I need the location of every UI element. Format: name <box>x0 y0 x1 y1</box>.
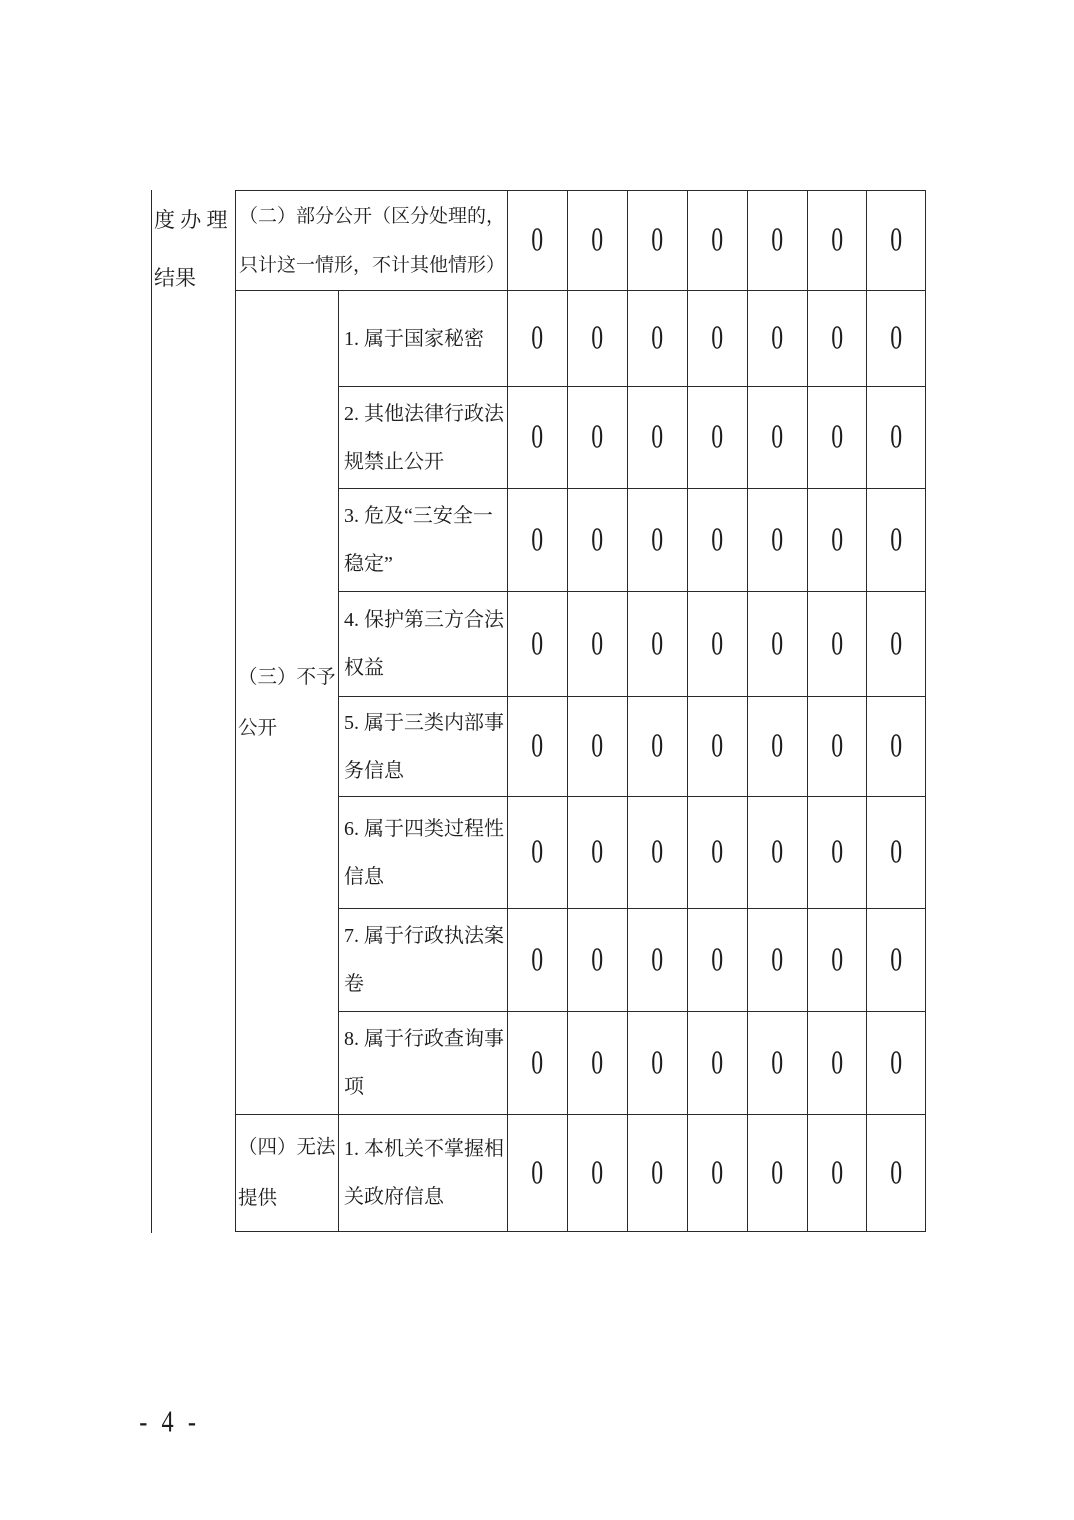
value-cell: 0 <box>628 291 688 387</box>
label-line: 卷 <box>344 973 364 995</box>
table-row <box>236 191 926 291</box>
label-line: 权益 <box>344 657 384 679</box>
label-line: 1. 属于国家秘密 <box>344 327 484 350</box>
value-cell: 0 <box>628 191 688 291</box>
label-line: （二）部分公开（区分处理的， <box>239 205 506 227</box>
label-line: 关政府信息 <box>344 1186 444 1208</box>
value-cell: 0 <box>808 592 867 697</box>
value-cell: 0 <box>748 797 808 909</box>
value-cell: 0 <box>688 291 748 387</box>
value-cell: 0 <box>688 592 748 697</box>
value-cell: 0 <box>688 489 748 592</box>
table-row <box>236 489 926 592</box>
value-cell: 0 <box>688 191 748 291</box>
table-row <box>236 697 926 797</box>
value-cell: 0 <box>808 697 867 797</box>
value-cell: 0 <box>867 592 926 697</box>
value-cell: 0 <box>568 1115 628 1232</box>
value-cell: 0 <box>568 489 628 592</box>
label-line: 7. 属于行政执法案 <box>344 925 504 947</box>
value-cell: 0 <box>628 592 688 697</box>
value-cell: 0 <box>688 1115 748 1232</box>
label-line: 只计这一情形，不计其他情形） <box>239 254 506 276</box>
value-cell: 0 <box>628 489 688 592</box>
value-cell: 0 <box>568 592 628 697</box>
label-line: 稳定” <box>344 553 393 575</box>
value-cell: 0 <box>808 797 867 909</box>
value-cell: 0 <box>628 1115 688 1232</box>
subitem-label-cell <box>339 291 508 387</box>
value-cell: 0 <box>867 387 926 489</box>
label-line: 1. 本机关不掌握相 <box>344 1138 504 1160</box>
value-cell: 0 <box>628 387 688 489</box>
value-cell: 0 <box>748 697 808 797</box>
value-cell: 0 <box>508 592 568 697</box>
value-cell: 0 <box>508 697 568 797</box>
label-line: 4. 保护第三方合法 <box>344 609 504 631</box>
value-cell: 0 <box>568 387 628 489</box>
value-cell: 0 <box>508 1012 568 1115</box>
value-cell: 0 <box>748 291 808 387</box>
label-line: 信息 <box>344 865 384 888</box>
value-cell: 0 <box>568 909 628 1012</box>
label-line: 规禁止公开 <box>344 450 444 473</box>
label-line: 6. 属于四类过程性 <box>344 817 504 840</box>
value-cell: 0 <box>568 291 628 387</box>
value-cell: 0 <box>688 909 748 1012</box>
label-line: （三）不予 <box>238 666 336 688</box>
value-cell: 0 <box>748 909 808 1012</box>
label-line: 3. 危及“三安全一 <box>344 505 493 527</box>
value-cell: 0 <box>867 191 926 291</box>
value-cell: 0 <box>808 1012 867 1115</box>
label-line: 2. 其他法律行政法 <box>344 402 504 425</box>
continued-row-header-cell <box>151 190 235 1233</box>
table-row <box>236 291 926 387</box>
value-cell: 0 <box>508 909 568 1012</box>
value-cell: 0 <box>508 291 568 387</box>
value-cell: 0 <box>808 387 867 489</box>
value-cell: 0 <box>867 909 926 1012</box>
label-line: 务信息 <box>344 759 404 782</box>
value-cell: 0 <box>867 797 926 909</box>
value-cell: 0 <box>748 592 808 697</box>
subitem-label-cell <box>339 1012 508 1115</box>
label-line: 8. 属于行政查询事 <box>344 1028 504 1050</box>
subitem-label-cell <box>339 797 508 909</box>
value-cell: 0 <box>748 1012 808 1115</box>
label-line: 项 <box>344 1076 364 1098</box>
table-row <box>236 592 926 697</box>
label-line: 公开 <box>238 717 278 739</box>
value-cell: 0 <box>628 909 688 1012</box>
value-cell: 0 <box>628 1012 688 1115</box>
annual-processing-results-table <box>235 190 926 1232</box>
value-cell: 0 <box>568 697 628 797</box>
value-cell: 0 <box>867 697 926 797</box>
subitem-label-cell <box>339 387 508 489</box>
value-cell: 0 <box>867 291 926 387</box>
row-header-line: 度 办 理 <box>154 208 228 232</box>
value-cell: 0 <box>808 191 867 291</box>
value-cell: 0 <box>688 797 748 909</box>
value-cell: 0 <box>568 191 628 291</box>
value-cell: 0 <box>748 191 808 291</box>
value-cell: 0 <box>808 1115 867 1232</box>
label-line: 5. 属于三类内部事 <box>344 711 504 734</box>
subitem-label-cell <box>339 489 508 592</box>
value-cell: 0 <box>568 1012 628 1115</box>
subitem-label-cell <box>339 697 508 797</box>
category-label-cell <box>236 191 508 291</box>
row-header-line: 结果 <box>154 266 196 290</box>
label-line: （四）无法 <box>238 1137 336 1158</box>
table-row <box>236 387 926 489</box>
value-cell: 0 <box>867 489 926 592</box>
value-cell: 0 <box>808 291 867 387</box>
value-cell: 0 <box>508 387 568 489</box>
value-cell: 0 <box>628 797 688 909</box>
value-cell: 0 <box>748 1115 808 1232</box>
page-number: - 4 - <box>139 1403 198 1439</box>
value-cell: 0 <box>748 387 808 489</box>
subitem-label-cell <box>339 909 508 1012</box>
value-cell: 0 <box>508 1115 568 1232</box>
value-cell: 0 <box>808 489 867 592</box>
value-cell: 0 <box>748 489 808 592</box>
table-row <box>236 797 926 909</box>
table-row <box>236 909 926 1012</box>
table-row <box>236 1115 926 1232</box>
subitem-label-cell <box>339 1115 508 1232</box>
group-label-cell <box>236 291 339 1115</box>
value-cell: 0 <box>508 489 568 592</box>
value-cell: 0 <box>508 797 568 909</box>
value-cell: 0 <box>628 697 688 797</box>
value-cell: 0 <box>867 1012 926 1115</box>
value-cell: 0 <box>688 697 748 797</box>
group-label-cell <box>236 1115 339 1232</box>
table-row <box>236 1012 926 1115</box>
value-cell: 0 <box>688 387 748 489</box>
subitem-label-cell <box>339 592 508 697</box>
value-cell: 0 <box>568 797 628 909</box>
value-cell: 0 <box>688 1012 748 1115</box>
value-cell: 0 <box>508 191 568 291</box>
value-cell: 0 <box>808 909 867 1012</box>
value-cell: 0 <box>867 1115 926 1232</box>
label-line: 提供 <box>238 1188 278 1209</box>
